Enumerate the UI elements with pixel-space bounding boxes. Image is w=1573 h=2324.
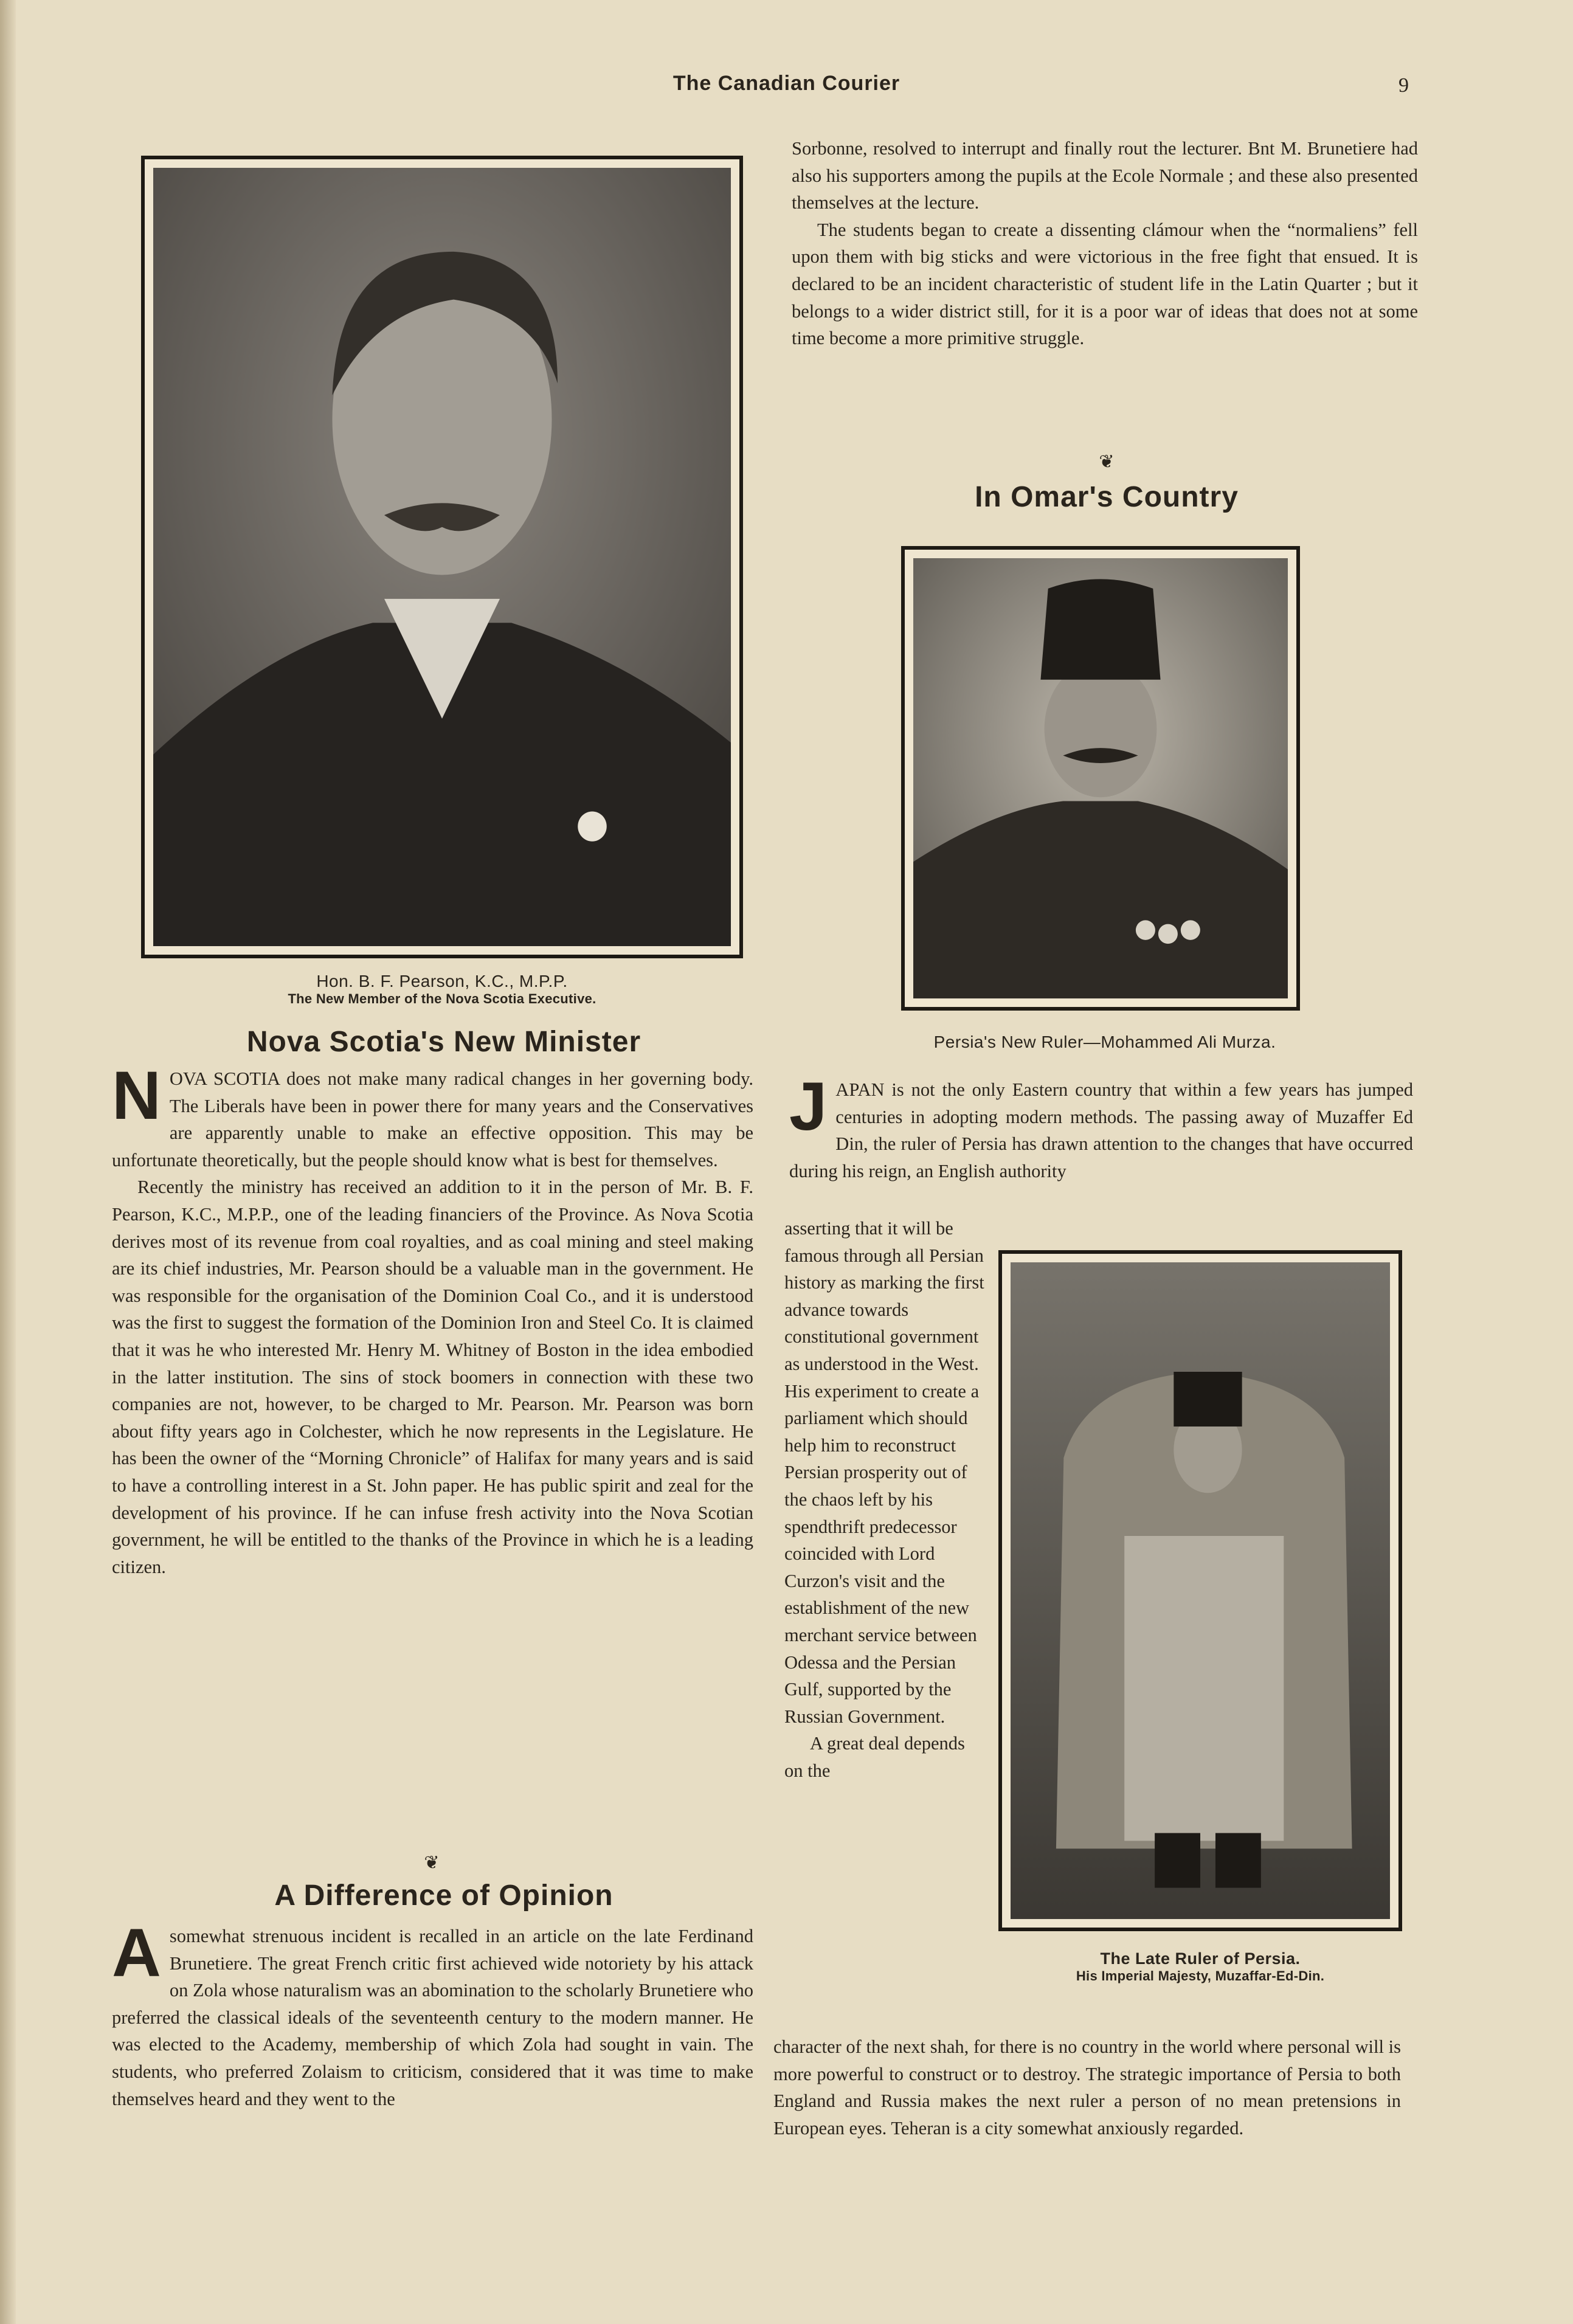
article-body [773, 2033, 1401, 2142]
paragraph: somewhat strenuous incident is recalled in an article on the late Ferdinand Brunetiere. The great French critic first achieved wide notoriety by his attack on Zola whose naturalism was an abomination to the scholarly Brunetiere who preferred the classical ideals of the seventeenth century to the modern manner. He was elected to the Academy, membership of which Zola had sought in vain. The students, who preferred Zolaism to criticism, considered that it was time to make themselves heard and they went to the [112, 1926, 753, 2109]
article-heading: A Difference of Opinion [274, 1880, 614, 1912]
drop-cap: A [112, 1915, 161, 1991]
running-head: The Canadian Courier [672, 72, 901, 95]
article-body [112, 1057, 753, 1580]
article-body [112, 1915, 753, 2112]
leaf-ornament: ❦ [424, 1853, 440, 1873]
late-shah-caption [998, 1949, 1402, 1984]
paragraph: asserting that it will be famous through all Persian history as marking the first advance towards constitutional government as understood in the West. His experiment to create a parliament which should help him to reconstruct Persian prosperity out of the chaos left by his spendthrift predecessor coincided with Lord Curzon's visit and the establishment of the new merchant service between Odessa and the Persian Gulf, supported by the Russian Government. [784, 1218, 984, 1727]
paragraph: Sorbonne, resolved to interrupt and finally rout the lecturer. Bnt M. Brunetiere had also his supporters among the pupils at the Ecole Normale ; and these also presented themselves at the lecture. [792, 138, 1418, 213]
paragraph: character of the next shah, for there is no country in the world where personal will is more powerful to construct or to destroy. The strategic importance of Persia to both England and Russia makes the next ruler a person of no mean pretensions in European eyes. Teheran is a city somewhat anxiously regarded. [773, 2036, 1401, 2139]
leaf-ornament: ❦ [1099, 452, 1115, 472]
article-body [789, 1068, 1413, 1184]
pearson-photo [141, 156, 743, 958]
article-heading: Nova Scotia's New Minister [246, 1026, 641, 1058]
drop-cap: N [112, 1057, 161, 1133]
paragraph: OVA SCOTIA does not make many radical changes in her governing body. The Liberals have been in power there for many years and the Conservatives are apparently unable to make an effective opposition. This may be unfortunate theoretically, but the people should know what is best for themselves. [112, 1068, 753, 1171]
late-shah-photo [998, 1250, 1402, 1931]
article-heading: In Omar's Country [975, 481, 1239, 513]
portrait-illustration [1011, 1262, 1390, 1919]
caption-subtitle: The New Member of the Nova Scotia Executive. [288, 991, 596, 1006]
drop-cap: J [789, 1068, 828, 1144]
caption-title: Persia's New Ruler—Mohammed Ali Murza. [933, 1032, 1276, 1051]
side-text [784, 1215, 985, 1784]
shah-caption [792, 1032, 1418, 1052]
paragraph: The students began to create a dissenting clámour when the “normaliens” fell upon them with big sticks and were victorious in the free fight that ensued. It is declared to be an incident characteristic of student life in the Latin Quarter ; but it belongs to a wider district still, for it is a poor war of ideas that does not at some time become a more primitive struggle. [792, 219, 1418, 349]
caption-title: Hon. B. F. Pearson, K.C., M.P.P. [316, 972, 568, 991]
portrait-illustration [913, 558, 1288, 998]
pearson-caption [141, 972, 743, 1007]
page-number: 9 [1398, 74, 1409, 97]
paragraph: Recently the ministry has received an addition to it in the person of Mr. B. F. Pearson, K.C., M.P.P., one of the leading financiers of the Province. As Nova Scotia derives most of its revenue from coal royalties, and as coal mining and steel making are its chief industries, Mr. Pearson should be a valuable man in the government. He was responsible for the organisation of the Dominion Coal Co., and it is understood was the first to suggest the formation of the Dominion Iron and Steel Co. It is claimed that it was he who interested Mr. Henry M. Whitney of Boston in the idea embodied in the latter institution. The sins of stock boomers in connection with these two companies are not, however, to be charged to Mr. Pearson. Mr. Pearson was born about fifty years ago in Colchester, which he now represents in the Legislature. He has been the owner of the “Morning Chronicle” of Halifax for many years and is said to have a controlling interest in a St. John paper. He has public spirit and zeal for the development of his province. If he can infuse fresh activity into the Nova Scotian government, he will be entitled to the thanks of the Province in which he is a leading citizen. [112, 1177, 753, 1577]
paragraph: APAN is not the only Eastern country that within a few years has jumped centuries in adopting modern methods. The passing away of Muzaffer Ed Din, the ruler of Persia has drawn attention to the changes that have occurred during his reign, an English authority [789, 1079, 1413, 1181]
page-edge [0, 0, 16, 2324]
shah-photo [901, 546, 1300, 1011]
continued-text [792, 135, 1418, 352]
caption-title: The Late Ruler of Persia. [1100, 1949, 1301, 1968]
paragraph: A great deal depends on the [784, 1733, 965, 1781]
portrait-illustration [153, 168, 731, 946]
caption-subtitle: His Imperial Majesty, Muzaffar-Ed-Din. [1076, 1968, 1325, 1983]
